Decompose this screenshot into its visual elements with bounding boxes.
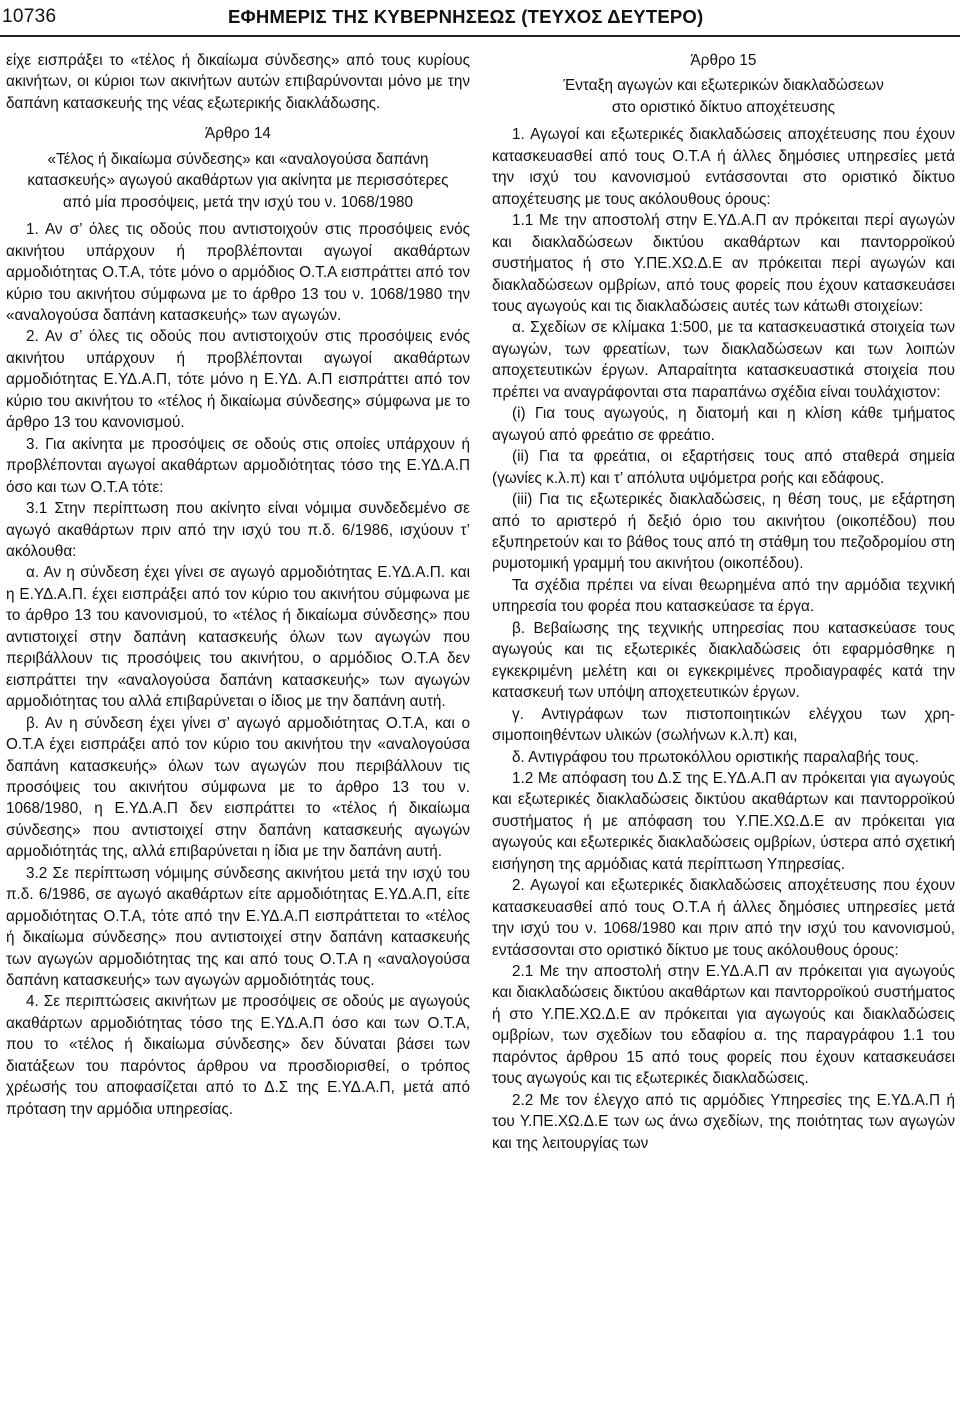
paragraph: δ. Αντιγράφου του πρωτοκόλλου οριστικής παραλαβής τους. xyxy=(512,748,920,766)
paragraph: είχε εισπράξει το «τέλος ή δικαίωμα σύνδεσης» από τους κυρίους ακινήτων, οι κύριοι των ακινήτων αυτών επιβαρύνονται μόνο με την δαπάνη κατασκευής της νέας εξωτερικής διακλάδωσης. xyxy=(6,52,470,112)
paragraph: 3.1 Στην περίπτωση που ακίνητο είναι νόμιμα συνδεδεμένο σε αγωγό ακαθάρτων πριν από την ισχύ του π.δ. 6/1986, ισχύουν τ’ ακόλουθα: xyxy=(6,500,470,560)
paragraph: α. Σχεδίων σε κλίμακα 1:500, με τα κατασκευαστικά στοιχεία των αγωγών, των φρεατίων, των διακλαδώσεων και των λοιπών αποχετευτικών έργων. Απαραίτητα κατασκευαστικά στοιχεία που πρέπει να αναγράφονται στα παραπάνω σχέδια είναι τουλάχιστον: xyxy=(492,319,955,401)
paragraph: 3. Για ακίνητα με προσόψεις σε οδούς στις οποίες υπάρχουν ή προβλέπονται αγωγοί ακαθάρτων αρμοδιότητας τόσο της Ε.ΥΔ.Α.Π όσο και των Ο.Τ.Α τότε: xyxy=(6,435,470,496)
paragraph: 1.2 Με απόφαση του Δ.Σ της Ε.ΥΔ.Α.Π αν πρόκειται για αγωγούς και εξωτερικές διακλαδώσεις δικτύου ακαθάρτων και παντορροϊκού συστήματος ή με απόφαση του Υ.ΠΕ.ΧΩ.Δ.Ε αν πρόκειται για αγωγούς και εξωτερικές διακλαδώσεις ομβρίων, ύστερα από σχετική εισήγηση της αρμόδιας κατά περίπτωση Υπηρεσίας. xyxy=(492,769,955,873)
paragraph: 3.2 Σε περίπτωση νόμιμης σύνδεσης ακινήτου μετά την ισχύ του π.δ. 6/1986, σε αγωγό ακαθάρτων είτε αρμοδιότητας Ε.ΥΔ.Α.Π, είτε αρμοδιότητας Ο.Τ.Α, τότε από την Ε.ΥΔ.Α.Π εισπράττεται το «τέλος ή δικαίωμα σύνδεσης» που αντιστοιχεί στην δαπάνη κατασκευής των αγωγών αρμοδιότητας της και από τους Ο.Τ.Α η «αναλογούσα δαπάνη κατασκευής» των αγωγών αρμοδιότητάς τους. xyxy=(6,864,470,990)
paragraph: α. Αν η σύνδεση έχει γίνει σε αγωγό αρμοδιότητας Ε.ΥΔ.Α.Π. και η Ε.ΥΔ.Α.Π. έχει εισπράξει από τον κύριο του ακινήτου σύμφωνα με το άρθρο 13 του κανονισμού, το «τέλος ή δικαίωμα σύνδεσης» που αντιστοιχεί στην δαπάνη κατασκευής όλων των αγωγών που περιβάλλουν τις προσόψεις του ακινήτου, ο αρμόδιος Ο.Τ.Α δεν εισπράττει την «αναλογούσα δαπάνη κατασκευής» των αγωγών αρμοδιότητας του αλλά επιβαρύνεται ο ίδιος με την δαπάνη αυτή. xyxy=(6,564,470,711)
article-14-heading: Άρθρο 14 xyxy=(205,125,271,143)
paragraph: (i) Για τους αγωγούς, η διατομή και η κλίση κάθε τμήματος αγωγού από φρεάτιο σε φρεάτιο. xyxy=(492,405,955,444)
paragraph: 2.2 Με τον έλεγχο από τις αρμόδιες Υπηρεσίες της Ε.ΥΔ.Α.Π ή του Υ.ΠΕ.ΧΩ.Δ.Ε των ως άνω σχεδίων, της ποιότητας των αγωγών και της λειτουργίας των xyxy=(492,1091,955,1152)
page-header xyxy=(0,0,960,46)
paragraph: β. Αν η σύνδεση έχει γίνει σ’ αγωγό αρμοδιότητας Ο.Τ.Α, και ο Ο.Τ.Α έχει εισπράξει από τον κύριο του ακινήτου την «αναλογούσα δαπάνη κατασκευής» όλων των αγωγών που περιβάλλουν τις προσόψεις του ακινήτου σύμφωνα με το άρθρο 13 του ν. 1068/1980, η Ε.ΥΔ.Α.Π δεν εισπράττει το «τέλος ή δικαίωμα σύνδεσης» που αντιστοιχεί στην δαπάνη κατασκευής αγωγών αρμοδιότητάς της, αλλά επιβαρύνεται η ίδια με την δαπάνη αυτή. xyxy=(6,714,470,861)
header-rule xyxy=(0,35,960,37)
left-column xyxy=(6,50,470,1120)
right-column xyxy=(492,50,955,1154)
paragraph: 2. Αν σ’ όλες τις οδούς που αντιστοιχούν στις προσόψεις ενός ακινήτου υπάρχουν ή προβλέπονται αγωγοί ακαθάρτων αρμοδιότητας Ε.ΥΔ.Α.Π, τότε μόνο η Ε.ΥΔ. Α.Π εισπράττει από τον κύριο του ακινήτου το «τέλος ή δικαίωμα σύνδεσης» σύμφωνα με το άρθρο 13 του κανονισμού. xyxy=(6,328,470,432)
paragraph: (iii) Για τις εξωτερικές διακλαδώσεις, η θέση τους, με εξάρτηση από το αριστερό ή δεξιό όριο του ακινήτου (οικοπέδου) που εξυπηρετούν και το βάθος τους από τη στάθμη του πεζοδρομίου στη ρυμοτομική γραμμή του ακινήτου (οικοπέδου). xyxy=(492,491,955,573)
paragraph: γ. Αντιγράφων των πιστοποιητικών ελέγχου των χρησιμοποιηθέντων υλικών (σωλήνων κ.λ.π) και, xyxy=(492,705,955,745)
article-14-title: «Τέλος ή δικαίωμα σύνδεσης» και «αναλογούσα δαπάνη κατασκευής» αγωγού ακαθάρτων για ακίνητα με περισσότερες από μία προσόψεις, μετά την ισχύ του ν. 1068/1980 xyxy=(27,150,449,211)
paragraph: 4. Σε περιπτώσεις ακινήτων με προσόψεις σε οδούς με αγωγούς ακαθάρτων αρμοδιότητας τόσο της Ε.ΥΔ.Α.Π όσο και των Ο.Τ.Α, που το «τέλος ή δικαίωμα σύνδεσης» δεν δύναται βάσει των διατάξεων του παρόντος άρθρου να προσδιορισθεί, ο τρόπος χρέωσής του αποφασίζεται από το Δ.Σ της Ε.ΥΔ.Α.Π, μετά από πρόταση την αρμόδια υπηρεσίας. xyxy=(6,993,470,1118)
paragraph: (ii) Για τα φρεάτια, οι εξαρτήσεις τους από σταθερά σημεία (γωνίες κ.λ.π) και τ’ απόλυτα υψόμετρα ροής και εδάφους. xyxy=(492,448,955,487)
paragraph: 2.1 Με την αποστολή στην Ε.ΥΔ.Α.Π αν πρόκειται για αγωγούς και διακλαδώσεις δικτύου ακαθάρτων και παντορροϊκού συστήματος ή στο Υ.ΠΕ.ΧΩ.Δ.Ε αν πρόκειται για αγωγούς και διακλαδώσεις ομβρίων, των σχεδίων του εδαφίου α. της παραγράφου 1.1 του παρόντος άρθρου 15 από τους φορείς που έχουν κατασκευάσει τους αγωγούς και τις εξωτερικές διακλαδώσεις. xyxy=(492,963,955,1088)
page-number: 10736 xyxy=(2,6,57,27)
article-15-title: Ένταξη αγωγών και εξωτερικών διακλαδώσεων στο οριστικό δίκτυο αποχέτευσης xyxy=(563,77,884,116)
paragraph: Τα σχέδια πρέπει να είναι θεωρημένα από την αρμόδια τεχνική υπηρεσία του φορέα που κατασκεύασε τα έργα. xyxy=(492,576,955,616)
paragraph: β. Βεβαίωσης της τεχνικής υπηρεσίας που κατασκεύασε τους αγωγούς και τις εξωτερικές διακλαδώσεις ότι εφαρμόσθηκε η εγκεκριμένη μελέτη και οι εγκεκριμένες προδιαγραφές κατά την κατασκευή των υπόψη αποχετευτικών έργων. xyxy=(492,619,955,702)
journal-title: ΕΦΗΜΕΡΙΣ ΤΗΣ ΚΥΒΕΡΝΗΣΕΩΣ (ΤΕΥΧΟΣ ΔΕΥΤΕΡΟ) xyxy=(228,6,704,27)
paragraph: 1. Αγωγοί και εξωτερικές διακλαδώσεις αποχέτευσης που έχουν κατασκευασθεί από τους Ο.Τ.Α ή άλλες δημόσιες υπηρεσίες μετά την ισχύ του κανονισμού εντάσσονται στο οριστικό δίκτυο αποχέτευσης με τους ακόλουθους όρους: xyxy=(492,126,955,208)
article-15-heading: Άρθρο 15 xyxy=(690,52,757,69)
paragraph: 1. Αν σ’ όλες τις οδούς που αντιστοιχούν στις προσόψεις ενός ακινήτου υπάρχουν ή προβλέπονται αγωγοί ακαθάρτων αρμοδιότητας Ο.Τ.Α, τότε μόνο ο αρμόδιος Ο.Τ.Α εισπράττει από τον κύριο του ακινήτου σύμφωνα με το άρθρο 13 του ν. 1068/1980 την «αναλογούσα δαπάνη κατασκευής» των αγωγών. xyxy=(6,221,470,324)
paragraph: 1.1 Με την αποστολή στην Ε.ΥΔ.Α.Π αν πρόκειται περί αγωγών και διακλαδώσεων δικτύου ακαθάρτων και παντορροϊκού συστήματος ή στο Υ.ΠΕ.ΧΩ.Δ.Ε αν πρόκειται περί αγωγών και διακλαδώσεων ομβρίων, από τους φορείς που έχουν κατασκευάσει τους αγωγούς και τις διακλαδώσεις αυτές των κάτωθι στοιχείων: xyxy=(492,212,955,315)
paragraph: 2. Αγωγοί και εξωτερικές διακλαδώσεις αποχέτευσης που έχουν κατασκευασθεί από τους Ο.Τ.Α ή άλλες δημόσιες υπηρεσίες μετά την ισχύ του ν. 1068/1980 και πριν από την ισχύ του κανονισμού, εντάσσονται στο οριστικό δίκτυο με τους ακόλουθους όρους: xyxy=(492,877,955,959)
